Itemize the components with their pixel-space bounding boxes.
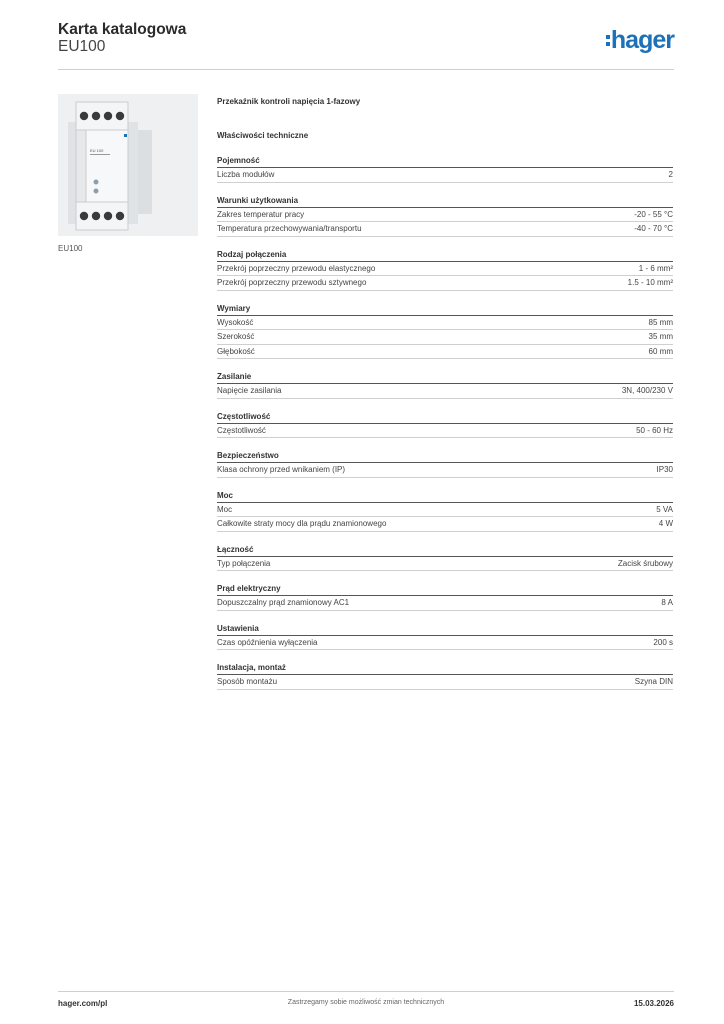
product-image — [58, 94, 198, 236]
spec-row — [217, 222, 673, 237]
spec-row — [217, 463, 673, 478]
spec-row — [217, 557, 673, 572]
spec-row — [217, 208, 673, 223]
spec-row — [217, 424, 673, 439]
spec-label: Moc — [217, 504, 233, 514]
spec-row — [217, 517, 673, 532]
spec-label: Czas opóźnienia wyłączenia — [217, 637, 318, 647]
spec-value: 5 VA — [656, 504, 673, 514]
din-relay-illustration — [58, 94, 198, 236]
spec-label: Przekrój poprzeczny przewodu sztywnego — [217, 278, 367, 287]
spec-value: 3N, 400/230 V — [621, 386, 673, 395]
spec-group-title: Zasilanie — [217, 370, 673, 384]
spec-group-title: Rodzaj połączenia — [217, 248, 673, 262]
spec-row — [217, 675, 673, 690]
spec-value: Zacisk śrubowy — [617, 558, 673, 568]
spec-row — [217, 316, 673, 331]
spec-label: Liczba modułów — [217, 170, 275, 179]
spec-value: 2 — [668, 170, 673, 179]
hager-logo[interactable] — [606, 27, 674, 53]
spec-group — [217, 248, 673, 291]
page-footer — [58, 991, 674, 1012]
footer-note: Zastrzegamy sobie możliwość zmian technicznych — [287, 999, 445, 1006]
spec-row — [217, 262, 673, 277]
spec-group — [217, 489, 673, 532]
logo-text: hager — [610, 26, 674, 54]
spec-group — [217, 194, 673, 237]
spec-row — [217, 384, 673, 399]
spec-group — [217, 410, 673, 439]
spec-label: Sposób montażu — [217, 677, 278, 686]
spec-group-title: Moc — [217, 489, 673, 503]
spec-group-title: Ustawienia — [217, 622, 673, 636]
spec-group-title: Pojemność — [217, 154, 673, 168]
spec-row — [217, 276, 673, 291]
footer-website-link[interactable]: hager.com/pl — [58, 999, 108, 1008]
logo-dots-icon — [606, 35, 610, 49]
spec-label: Przekrój poprzeczny przewodu elastycznego — [217, 263, 376, 273]
device-label: EU 100 — [90, 148, 104, 153]
spec-group — [217, 661, 673, 690]
spec-value: 8 A — [661, 598, 673, 607]
spec-group-title: Warunki użytkowania — [217, 194, 673, 208]
document-title: Karta katalogowa — [58, 21, 187, 38]
spec-value: 85 mm — [648, 317, 673, 327]
spec-value: -20 - 55 °C — [634, 209, 673, 219]
spec-value: Szyna DIN — [634, 677, 673, 686]
spec-content — [217, 95, 673, 690]
spec-row — [217, 330, 673, 345]
spec-group-title: Wymiary — [217, 302, 673, 316]
spec-label: Dopuszczalny prąd znamionowy AC1 — [217, 598, 350, 607]
spec-label: Głębokość — [217, 346, 255, 356]
spec-row — [217, 168, 673, 183]
spec-value: IP30 — [656, 465, 673, 474]
spec-label: Zakres temperatur pracy — [217, 209, 305, 219]
spec-group-title: Łączność — [217, 543, 673, 557]
spec-group-title: Prąd elektryczny — [217, 582, 673, 596]
spec-value: 60 mm — [648, 346, 673, 356]
spec-group-title: Bezpieczeństwo — [217, 449, 673, 463]
spec-group — [217, 302, 673, 360]
spec-value: 200 s — [653, 637, 673, 647]
spec-groups — [217, 154, 673, 690]
spec-value: 1 - 6 mm² — [638, 263, 673, 273]
spec-group-title: Częstotliwość — [217, 410, 673, 424]
spec-label: Typ połączenia — [217, 558, 271, 568]
spec-value: 4 W — [658, 519, 673, 528]
spec-label: Wysokość — [217, 317, 254, 327]
spec-heading: Właściwości techniczne — [217, 131, 309, 140]
spec-row — [217, 636, 673, 651]
spec-group — [217, 449, 673, 478]
spec-row — [217, 345, 673, 360]
footer-date: 15.03.2026 — [633, 999, 674, 1008]
spec-label: Całkowite straty mocy dla prądu znamionowego — [217, 519, 387, 528]
spec-value: -40 - 70 °C — [634, 224, 673, 233]
page-header — [58, 21, 674, 70]
spec-group — [217, 370, 673, 399]
spec-value: 35 mm — [648, 332, 673, 341]
spec-label: Klasa ochrony przed wnikaniem (IP) — [217, 465, 346, 474]
product-code: EU100 — [58, 38, 106, 55]
spec-value: 50 - 60 Hz — [636, 425, 673, 435]
product-name: Przekaźnik kontroli napięcia 1-fazowy — [217, 97, 361, 106]
spec-group — [217, 543, 673, 572]
spec-group-title: Instalacja, montaż — [217, 661, 673, 675]
spec-value: 1.5 - 10 mm² — [627, 278, 673, 287]
spec-label: Częstotliwość — [217, 425, 266, 435]
spec-label: Napięcie zasilania — [217, 386, 282, 395]
spec-row — [217, 596, 673, 611]
image-caption: EU100 — [58, 244, 83, 253]
spec-group — [217, 622, 673, 651]
spec-label: Temperatura przechowywania/transportu — [217, 224, 362, 233]
spec-label: Szerokość — [217, 332, 255, 341]
spec-row — [217, 503, 673, 518]
spec-group — [217, 582, 673, 611]
spec-group — [217, 154, 673, 183]
